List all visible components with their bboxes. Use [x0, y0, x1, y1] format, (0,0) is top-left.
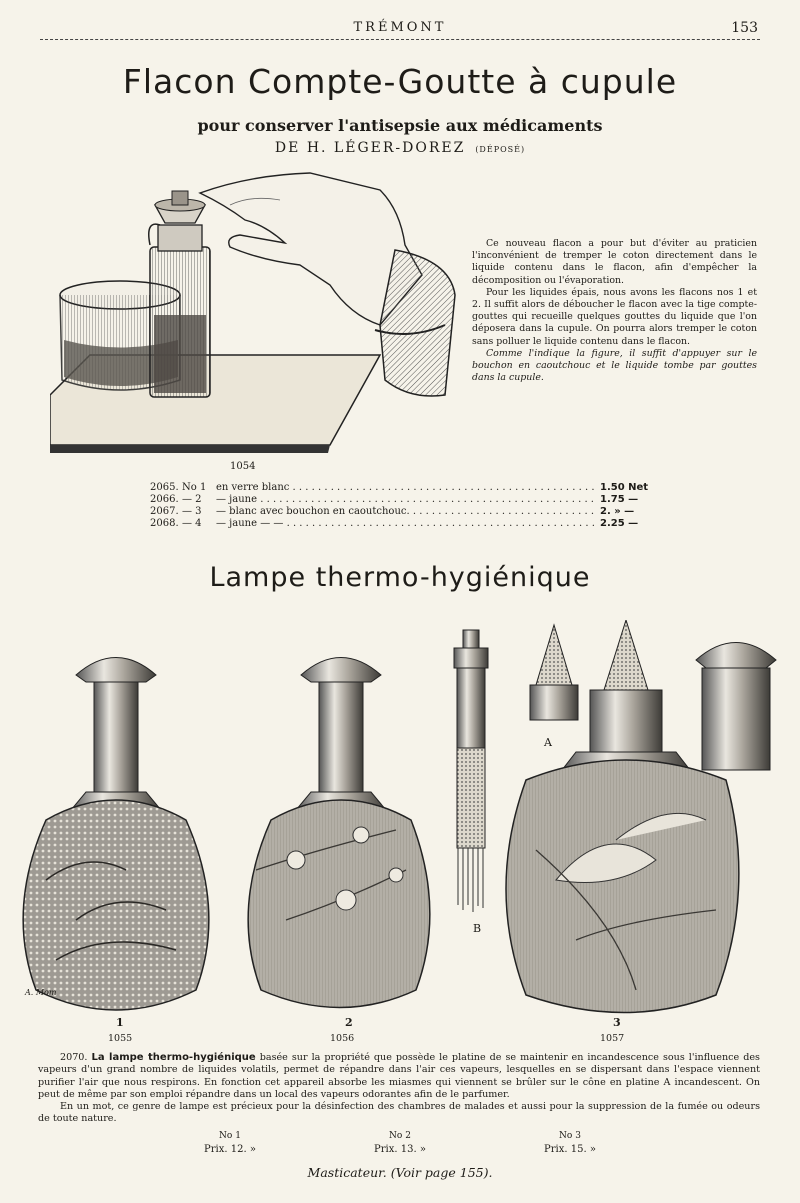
maker-name: DE H. LÉGER-DOREZ [274, 140, 466, 156]
header-rule [40, 39, 760, 40]
price-ref: 2066. [150, 494, 179, 505]
page-number: 153 [731, 20, 758, 36]
lampe-ref: 2070. [60, 1052, 88, 1063]
part-label-a: A [544, 736, 552, 749]
lamp-price-number: No 1 [219, 1131, 241, 1141]
price-ref: 2067. [150, 506, 179, 517]
running-head [0, 20, 800, 42]
price-desc: — blanc avec bouchon en caoutchouc. . . . [216, 506, 594, 518]
part-label-b: B [473, 922, 482, 935]
lampe-paragraph-2: En un mot, ce genre de lampe est précieux pour la désinfection des chambres de malades et aussi pour la suppression de la fumée ou odeurs de toute nature. [38, 1101, 760, 1125]
price-row [150, 482, 660, 494]
price-row [150, 494, 660, 506]
description-italic: Comme l'indique la figure, il suffit d'appuyer sur le bouchon en caoutchouc et le liquide tombe par gouttes dans la cupule. [472, 347, 757, 384]
footer-note: Masticateur. (Voir page 155). [307, 1165, 493, 1180]
section-title-flacon: Flacon Compte-Goutte à cupule [122, 62, 678, 101]
price-value: 1.75 — [600, 494, 639, 505]
lampe-text: basée sur la propriété que possède le platine de se maintenir en incandescence sous l'influence des vapeurs d'un grand nombre de liquides volatils, permet de répandre dans l'air ces vapeurs, lesquelles en se dispersant dans l'espace viennent purifier l'air que nous respirons. En fonction cet appareil absorbe les miasmes qui viennent se brûler sur le cône en platine A incandescent. On peut de même par son emploi répandre dans un local des vapeurs odorantes afin de le parfumer. [38, 1052, 760, 1100]
lamp-price-2 [320, 1130, 480, 1156]
lamp-price-value: Prix. 15. » [544, 1144, 596, 1155]
section-title-lampe: Lampe thermo-hygiénique [209, 562, 591, 593]
dropper-bottle-illustration [50, 165, 470, 465]
lamps-illustration [16, 620, 786, 1050]
price-number: — 4 [182, 518, 202, 529]
lamp-price-1 [150, 1130, 310, 1156]
price-value: 2. » — [600, 506, 635, 517]
figure-label-3: 3 [613, 1016, 621, 1029]
price-number: — 2 [182, 494, 202, 505]
price-row [150, 518, 660, 530]
price-row [150, 506, 660, 518]
maker-line [0, 140, 800, 156]
price-number: No 1 [182, 482, 207, 493]
lamp-2 [248, 658, 430, 1008]
lampe-description [38, 1052, 760, 1126]
engraver-signature: A. Mom [25, 988, 57, 997]
figure-number-1056: 1056 [330, 1033, 355, 1044]
figure-number-1055: 1055 [108, 1033, 133, 1044]
figure-label-2: 2 [345, 1016, 353, 1029]
description-paragraph: Ce nouveau flacon a pour but d'éviter au praticien l'inconvénient de tremper le coton directement dans le liquide contenu dans le flacon, afin d'empêcher la décomposition ou l'évaporation. [472, 238, 757, 286]
lamp-1 [23, 658, 209, 1011]
lampe-bold-name: La lampe thermo-hygiénique [91, 1052, 256, 1063]
figure-label-1: 1 [116, 1016, 124, 1029]
lamp-price-number: No 2 [389, 1131, 411, 1141]
description-paragraph: Pour les liquides épais, nous avons les flacons nos 1 et 2. Il suffit alors de déboucher le flacon avec la tige compte-gouttes qui recueille quelques gouttes du liquide que l'on déposera dans la cupule. On pourra alors tremper le coton sans polluer le liquide contenu dans le flacon. [472, 286, 757, 347]
price-ref: 2065. [150, 482, 179, 493]
price-desc: en verre blanc . . . [216, 482, 594, 494]
lamp-price-value: Prix. 12. » [204, 1144, 256, 1155]
maker-note: (DÉPOSÉ) [475, 145, 526, 154]
lamp-price-number: No 3 [559, 1131, 581, 1141]
price-desc: — jaune . . . [216, 494, 594, 506]
price-ref: 2068. [150, 518, 179, 529]
section-subtitle-flacon: pour conserver l'antisepsie aux médicaments [197, 116, 603, 135]
price-desc: — jaune — — . . . [216, 518, 594, 530]
figure-number-1057: 1057 [600, 1033, 625, 1044]
running-title: TRÉMONT [353, 20, 447, 35]
figure-number-1054: 1054 [230, 461, 256, 472]
price-number: — 3 [182, 506, 202, 517]
lampe-paragraph [38, 1052, 760, 1101]
lamp-cap [696, 643, 776, 771]
cone-part-a [530, 625, 578, 720]
burner-part-b [454, 630, 488, 912]
lamp-price-value: Prix. 13. » [374, 1144, 426, 1155]
flacon-description [472, 238, 757, 384]
price-value: 2.25 — [600, 518, 639, 529]
flacon-price-list [150, 482, 660, 530]
lamp-price-3 [490, 1130, 650, 1156]
price-value: 1.50 Net [600, 482, 649, 493]
